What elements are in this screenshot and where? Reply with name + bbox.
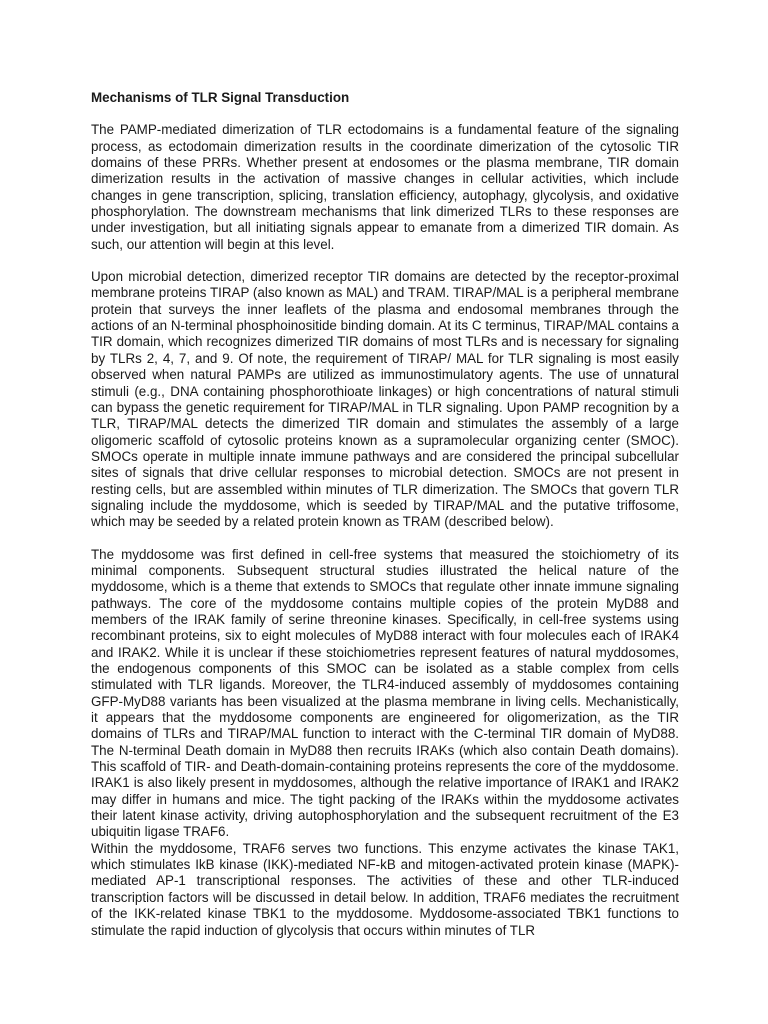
document-title: Mechanisms of TLR Signal Transduction bbox=[91, 90, 350, 105]
paragraph-tirap-mal: Upon microbial detection, dimerized receptor TIR domains are detected by the receptor-proximal membrane proteins TIRAP (also known as MAL) and TRAM. TIRAP/MAL is a peripheral membrane protein that surveys the inner leaflets of the plasma and endosomal membranes through the actions of an N-terminal phosphoinositide binding domain. At its C terminus, TIRAP/MAL contains a TIR domain, which recognizes dimerized TIR domains of most TLRs and is necessary for signaling by TLRs 2, 4, 7, and 9. Of note, the requirement of TIRAP/ MAL for TLR signaling is most easily observed when natural PAMPs are utilized as immunostimulatory agents. The use of unnatural stimuli (e.g., DNA containing phosphorothioate linkages) or high concentrations of natural stimuli can bypass the genetic requirement for TIRAP/MAL in TLR signaling. Upon PAMP recognition by a TLR, TIRAP/MAL detects the dimerized TIR domain and stimulates the assembly of a large oligomeric scaffold of cytosolic proteins known as a supramolecular organizing center (SMOC). SMOCs operate in multiple innate immune pathways and are considered the principal subcellular sites of signals that drive cellular responses to microbial detection. SMOCs are not present in resting cells, but are assembled within minutes of TLR dimerization. The SMOCs that govern TLR signaling include the myddosome, which is seeded by TIRAP/MAL and the putative triffosome, which may be seeded by a related protein known as TRAM (described below). bbox=[91, 269, 679, 530]
paragraph-ectodomain-dimerization: The PAMP-mediated dimerization of TLR ectodomains is a fundamental feature of the signaling process, as ectodomain dimerization results in the coordinate dimerization of the cytosolic TIR domains of these PRRs. Whether present at endosomes or the plasma membrane, TIR domain dimerization results in the activation of massive changes in cellular activities, which include changes in gene transcription, splicing, translation efficiency, autophagy, glycolysis, and oxidative phosphorylation. The downstream mechanisms that link dimerized TLRs to these responses are under investigation, but all initiating signals appear to emanate from a dimerized TIR domain. As such, our attention will begin at this level. bbox=[91, 122, 679, 252]
document-page bbox=[91, 90, 679, 939]
paragraph-myddosome: The myddosome was first defined in cell-free systems that measured the stoichiometry of its minimal components. Subsequent structural studies illustrated the helical nature of the myddosome, which is a theme that extends to SMOCs that regulate other innate immune signaling pathways. The core of the myddosome contains multiple copies of the protein MyD88 and members of the IRAK family of serine threonine kinases. Specifically, in cell-free systems using recombinant proteins, six to eight molecules of MyD88 interact with four molecules each of IRAK4 and IRAK2. While it is unclear if these stoichiometries represent features of natural myddosomes, the endogenous components of this SMOC can be isolated as a stable complex from cells stimulated with TLR ligands. Moreover, the TLR4-induced assembly of myddosomes containing GFP-MyD88 variants has been visualized at the plasma membrane in living cells. Mechanistically, it appears that the myddosome components are engineered for oligomerization, as the TIR domains of TLRs and TIRAP/MAL function to interact with the C-terminal TIR domain of MyD88. The N-terminal Death domain in MyD88 then recruits IRAKs (which also contain Death domains). This scaffold of TIR- and Death-domain-containing proteins represents the core of the myddosome. IRAK1 is also likely present in myddosomes, although the relative importance of IRAK1 and IRAK2 may differ in humans and mice. The tight packing of the IRAKs within the myddosome activates their latent kinase activity, driving autophosphorylation and the subsequent recruitment of the E3 ubiquitin ligase TRAF6. bbox=[91, 546, 679, 840]
paragraph-traf6: Within the myddosome, TRAF6 serves two functions. This enzyme activates the kinase TAK1, which stimulates IkB kinase (IKK)-mediated NF-kB and mitogen-activated protein kinase (MAPK)-mediated AP-1 transcriptional responses. The activities of these and other TLR-induced transcription factors will be discussed in detail below. In addition, TRAF6 mediates the recruitment of the IKK-related kinase TBK1 to the myddosome. Myddosome-associated TBK1 functions to stimulate the rapid induction of glycolysis that occurs within minutes of TLR bbox=[91, 840, 679, 938]
